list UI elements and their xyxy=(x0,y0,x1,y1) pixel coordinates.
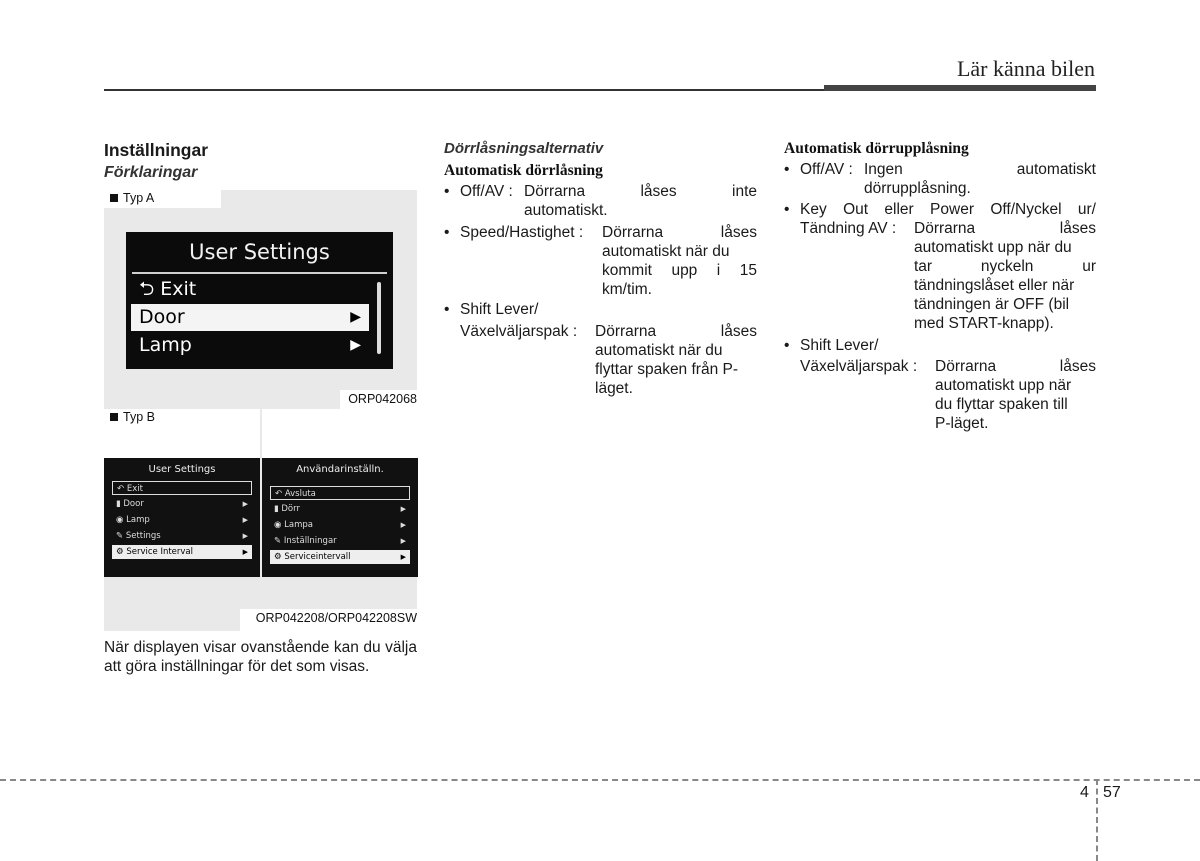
play-arrow-icon: ▶ xyxy=(400,553,406,561)
item-line: km/tim. xyxy=(602,281,652,298)
footer-divider xyxy=(1096,779,1098,861)
subheading-forklaringar: Förklaringar xyxy=(104,164,198,181)
screen-title-sv: Användarinställn. xyxy=(296,464,384,475)
wrench-icon: ✎ xyxy=(116,531,126,541)
play-arrow-icon: ▶ xyxy=(242,500,248,508)
subheading-automatisk-dorrlasning: Automatisk dörrlåsning xyxy=(444,162,603,179)
menu-item-door-en xyxy=(112,497,252,511)
play-arrow-icon: ▶ xyxy=(400,537,406,545)
menu-item-exit xyxy=(131,276,369,303)
user-settings-screen-a xyxy=(126,232,393,369)
scrollbar xyxy=(377,282,381,354)
item-line: med START-knapp). xyxy=(914,315,1054,332)
menu-item-label: Lamp xyxy=(126,515,150,525)
lamp-icon: ◉ xyxy=(116,515,127,525)
header-rule-accent xyxy=(824,85,1096,91)
item-label: Växelväljarspak : xyxy=(800,358,922,375)
play-arrow-icon: ▶ xyxy=(242,516,248,524)
page-number: 57 xyxy=(1103,784,1121,801)
footer-rule xyxy=(0,779,1200,781)
item-label: Tändning AV : xyxy=(800,220,901,237)
menu-item-door xyxy=(131,304,369,331)
menu-item-label: Settings xyxy=(125,531,161,541)
menu-item-avsluta-sv xyxy=(270,486,410,500)
item-line: automatiskt upp när xyxy=(935,377,1072,394)
item-line: automatiskt när du xyxy=(595,342,723,359)
service-icon: ⚙ xyxy=(274,552,285,562)
bullet: • xyxy=(784,337,790,354)
figure-label-typ-b xyxy=(110,410,155,424)
play-arrow-icon: ▶ xyxy=(350,309,361,325)
item-line: P-läget. xyxy=(935,415,989,432)
body-paragraph: När displayen visar ovanstående kan du välja att göra inställningar för det som visas. xyxy=(104,639,417,675)
item-line: du flyttar spaken till xyxy=(935,396,1068,413)
item-label: Shift Lever/ xyxy=(460,301,539,318)
square-bullet-icon xyxy=(110,413,118,421)
heading-installningar: Inställningar xyxy=(104,140,209,160)
figure-label-bg-right xyxy=(262,409,417,458)
menu-item-dorr-sv xyxy=(270,502,410,516)
item-line: automatiskt. xyxy=(524,202,608,219)
header-rule xyxy=(104,89,824,91)
menu-item-lamp-en xyxy=(112,513,252,527)
figure-caption-a: ORP042068 xyxy=(348,392,417,406)
menu-item-exit-label: ⮌ Exit xyxy=(139,278,197,300)
item-label: Off/AV : xyxy=(800,161,858,178)
item-line: tar nyckeln ur xyxy=(914,258,1096,275)
chapter-number: 4 xyxy=(1080,784,1089,801)
user-settings-screen-en xyxy=(104,458,260,577)
menu-item-settings-en xyxy=(112,529,252,543)
item-line: automatiskt när du xyxy=(602,243,730,260)
menu-item-service-en xyxy=(112,545,252,559)
bullet: • xyxy=(784,201,790,218)
item-line: läget. xyxy=(595,380,633,397)
service-icon: ⚙ xyxy=(116,547,127,557)
item-line: kommit upp i 15 xyxy=(602,262,757,279)
door-icon: ▮ xyxy=(274,504,282,514)
menu-item-lamp xyxy=(131,332,369,359)
item-line: Dörrarna låses xyxy=(602,224,757,241)
menu-item-label: Door xyxy=(123,499,144,509)
menu-item-door-label: Door xyxy=(139,306,185,328)
menu-item-exit-en xyxy=(112,481,252,495)
square-bullet-icon xyxy=(110,194,118,202)
return-icon: ↶ xyxy=(275,489,285,499)
typ-a-label: Typ A xyxy=(123,191,155,205)
subheading-automatisk-dorrupplasning: Automatisk dörrupplåsning xyxy=(784,140,969,157)
item-label: Växelväljarspak : xyxy=(460,323,582,340)
typ-b-label: Typ B xyxy=(123,410,155,424)
lamp-icon: ◉ xyxy=(274,520,285,530)
menu-item-label: Serviceintervall xyxy=(284,552,351,562)
return-icon: ↶ xyxy=(117,484,127,494)
item-line: Dörrarna låses xyxy=(595,323,757,340)
screen-title: User Settings xyxy=(189,240,330,264)
item-line: Dörrarna låses xyxy=(935,358,1096,375)
menu-item-label: Service Interval xyxy=(126,547,193,557)
screen-divider xyxy=(132,272,387,274)
user-settings-screen-sv xyxy=(262,458,418,577)
item-label: Speed/Hastighet : xyxy=(460,224,588,241)
play-arrow-icon: ▶ xyxy=(242,532,248,540)
menu-item-lampa-sv xyxy=(270,518,410,532)
door-icon: ▮ xyxy=(116,499,124,509)
wrench-icon: ✎ xyxy=(274,536,284,546)
menu-item-lamp-label: Lamp xyxy=(139,334,192,356)
heading-dorrlasningsalternativ: Dörrlåsningsalternativ xyxy=(444,140,604,157)
item-line: Dörrarna låses inte xyxy=(524,183,757,200)
play-arrow-icon: ▶ xyxy=(400,505,406,513)
item-label: Shift Lever/ xyxy=(800,337,879,354)
item-line: tändningen är OFF (bil xyxy=(914,296,1070,313)
play-arrow-icon: ▶ xyxy=(400,521,406,529)
section-title: Lär känna bilen xyxy=(956,56,1095,81)
screen-title-en: User Settings xyxy=(148,464,216,475)
figure-label-typ-a xyxy=(110,191,154,205)
bullet: • xyxy=(444,301,450,318)
item-line: tändningslåset eller när xyxy=(914,277,1075,294)
item-line: flyttar spaken från P- xyxy=(595,361,739,378)
menu-item-label: Avsluta xyxy=(284,489,316,499)
figure-caption-b: ORP042208/ORP042208SW xyxy=(255,611,417,625)
menu-item-label: Dörr xyxy=(281,504,300,514)
item-line: Dörrarna låses xyxy=(914,220,1096,237)
item-line: automatiskt upp när du xyxy=(914,239,1072,256)
item-line: dörrupplåsning. xyxy=(864,180,971,197)
menu-item-label: Lampa xyxy=(284,520,313,530)
menu-item-serviceintervall-sv xyxy=(270,550,410,564)
item-line: Key Out eller Power Off/Nyckel ur/ xyxy=(800,201,1096,218)
item-label: Off/AV : xyxy=(460,183,518,200)
bullet: • xyxy=(444,224,450,241)
play-arrow-icon: ▶ xyxy=(242,548,248,556)
menu-item-label: Exit xyxy=(126,484,143,494)
bullet: • xyxy=(784,161,790,178)
item-line: Ingen automatiskt xyxy=(864,161,1096,178)
menu-item-label: Inställningar xyxy=(283,536,337,546)
menu-item-installningar-sv xyxy=(270,534,410,548)
bullet: • xyxy=(444,183,450,200)
play-arrow-icon: ▶ xyxy=(350,337,361,353)
